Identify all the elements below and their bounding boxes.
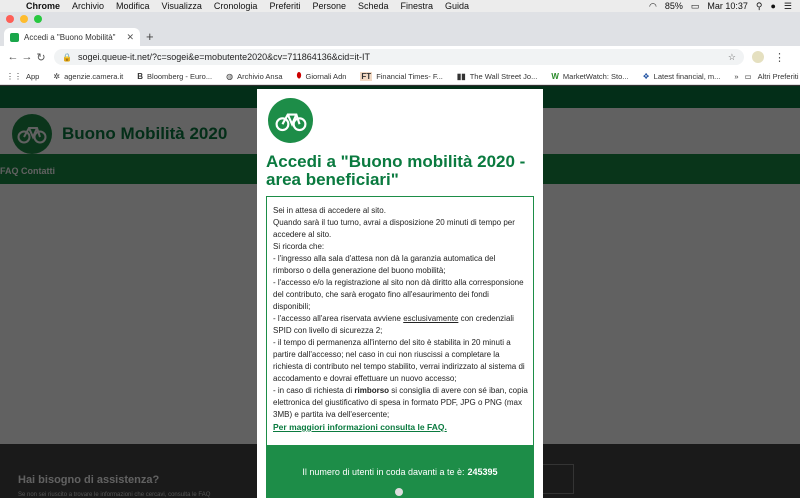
- extension-icon[interactable]: [752, 51, 764, 63]
- menu-item-preferiti[interactable]: Preferiti: [269, 1, 301, 11]
- user-icon[interactable]: ●: [770, 1, 776, 11]
- other-bookmarks[interactable]: Altri Preferiti: [757, 71, 799, 81]
- marketwatch-icon: W: [551, 71, 559, 81]
- bicycle-logo-icon: [268, 98, 313, 143]
- message-line: - l'ingresso alla sala d'attesa non dà la garanzia automatica del rimborso o della generazione del buono mobilità;: [273, 254, 496, 275]
- minimize-window-button[interactable]: [20, 15, 28, 23]
- bookmark-label: Financial Times- F...: [376, 71, 443, 81]
- bookmark-label: App: [26, 71, 40, 81]
- bookmark-ft[interactable]: [360, 72, 442, 81]
- menu-item-visualizza[interactable]: Visualizza: [161, 1, 202, 11]
- bookmarks-more: [734, 72, 798, 81]
- forward-arrow-icon[interactable]: →: [21, 51, 33, 63]
- message-text: si consiglia di avere con sé iban, copia elettronica del giustificativo di spesa in formato PDF, JPG o PNG (max 3MB) e partita iva dell'esercente;: [273, 386, 528, 419]
- bookmark-label: agenzie.camera.it: [64, 71, 124, 81]
- mac-menubar: [0, 0, 800, 12]
- menubar-status-area: [649, 1, 800, 12]
- menu-item-archivio[interactable]: Archivio: [72, 1, 105, 11]
- tab-favicon-icon: [10, 33, 19, 42]
- ft-icon: FT: [361, 71, 372, 81]
- message-line: - l'accesso e/o la registrazione al sito non dà diritto alla corresponsione del contributo, che sarà erogato fino all'esaurimento dei fondi disponibili;: [273, 278, 524, 311]
- menu-list-icon[interactable]: ☰: [783, 0, 792, 11]
- bookmark-latest-financial[interactable]: [643, 72, 721, 81]
- tab-close-icon[interactable]: ✕: [126, 31, 134, 42]
- battery-icon[interactable]: ▭: [690, 0, 700, 11]
- message-text: - in caso di richiesta di: [273, 386, 355, 395]
- message-bold-text: rimborso: [354, 386, 390, 395]
- new-tab-icon[interactable]: +: [146, 29, 154, 44]
- browser-tab-active[interactable]: [4, 28, 140, 46]
- bookmark-label: Latest financial, m...: [653, 71, 721, 81]
- spotlight-icon[interactable]: ⚲: [755, 0, 763, 11]
- wsj-icon: ▮▮: [456, 71, 466, 81]
- faq-link[interactable]: Per maggiori informazioni consulta le FAQ.: [273, 422, 447, 432]
- bloomberg-icon: B: [137, 71, 144, 81]
- queue-label: Il numero di utenti in coda davanti a te è:: [302, 467, 465, 477]
- chrome-menu-icon[interactable]: ⋮: [774, 51, 785, 64]
- bookmark-label: Giornali Adn: [305, 71, 347, 81]
- bookmark-label: MarketWatch: Sto...: [562, 71, 629, 81]
- message-line: Si ricorda che:: [273, 242, 325, 251]
- address-bar[interactable]: [54, 49, 744, 65]
- queue-message-box: [266, 196, 534, 446]
- message-underlined-text: esclusivamente: [403, 314, 459, 323]
- message-line: [273, 313, 528, 337]
- bookmark-label: Archivio Ansa: [237, 71, 283, 81]
- back-arrow-icon[interactable]: ←: [7, 51, 19, 63]
- address-url[interactable]: sogei.queue-it.net/?c=sogei&e=mobutente2020&cv=711864136&cid=it-IT: [77, 52, 371, 62]
- bookmark-camera[interactable]: [53, 72, 123, 81]
- battery-percent[interactable]: 85%: [664, 1, 683, 11]
- browser-toolbar: [0, 46, 800, 68]
- bookmark-ansa[interactable]: [226, 72, 282, 81]
- bookmark-wsj[interactable]: [457, 72, 537, 81]
- maximize-window-button[interactable]: [34, 15, 42, 23]
- bookmarks-overflow-button[interactable]: »: [734, 71, 739, 81]
- bookmark-label: The Wall Street Jo...: [469, 71, 538, 81]
- queue-count: 245395: [467, 467, 498, 477]
- menu-item-scheda[interactable]: Scheda: [357, 1, 389, 11]
- bookmark-bloomberg[interactable]: [137, 72, 212, 81]
- menu-item-guida[interactable]: Guida: [445, 1, 470, 11]
- message-line: Quando sarà il tuo turno, avrai a disposizione 20 minuti di tempo per accedere al sito.: [273, 218, 515, 239]
- message-text: - l'accesso all'area riservata avviene: [273, 314, 404, 323]
- menu-item-cronologia[interactable]: Cronologia: [213, 1, 258, 11]
- menu-item-finestra[interactable]: Finestra: [400, 1, 434, 11]
- close-window-button[interactable]: [6, 15, 14, 23]
- clock[interactable]: Mar 10:37: [707, 1, 748, 11]
- bookmark-adn[interactable]: [297, 71, 347, 81]
- message-line: [273, 385, 528, 421]
- message-line: - il tempo di permanenza all'interno del sito è stabilita in 20 minuti a partire dall'accesso; nel caso in cui non riuscissi a completare la richiesta di contributo nel tempo stabilito, verrai indirizzato al sistema di accodamento e dovrai effettuare un nuovo accesso;: [273, 338, 525, 383]
- financial-news-icon: ❖: [642, 71, 650, 81]
- globe-icon: ◍: [226, 71, 234, 81]
- message-line: Sei in attesa di accedere al sito.: [273, 206, 386, 215]
- bookmarks-bar: [0, 68, 800, 85]
- menu-item-persone[interactable]: Persone: [312, 1, 346, 11]
- lock-icon[interactable]: 🔒: [62, 52, 72, 62]
- folder-icon: ▭: [744, 71, 752, 81]
- loading-indicator-icon: [395, 488, 403, 496]
- tab-strip: [0, 12, 800, 46]
- modal-title: Accedi a "Buono mobilità 2020 - area beneficiari": [266, 152, 526, 189]
- reload-icon[interactable]: ↻: [36, 51, 46, 64]
- bookmark-marketwatch[interactable]: [551, 72, 628, 81]
- camera-site-icon: ✲: [53, 71, 61, 81]
- bookmark-star-icon[interactable]: ☆: [727, 51, 736, 62]
- tab-title: Accedi a "Buono Mobilità": [24, 32, 116, 42]
- queue-modal: [257, 89, 543, 498]
- window-controls: [6, 15, 42, 23]
- wifi-icon[interactable]: ◠: [648, 0, 657, 11]
- bookmark-label: Bloomberg - Euro...: [147, 71, 213, 81]
- menu-app-name[interactable]: Chrome: [26, 1, 61, 11]
- adn-icon: ⬮: [296, 71, 302, 80]
- message-text: con credenziali SPID con livello di sicurezza 2;: [273, 314, 514, 335]
- bookmark-apps[interactable]: [6, 72, 39, 81]
- apps-grid-icon: ⋮⋮: [6, 71, 22, 81]
- menu-item-modifica[interactable]: Modifica: [116, 1, 150, 11]
